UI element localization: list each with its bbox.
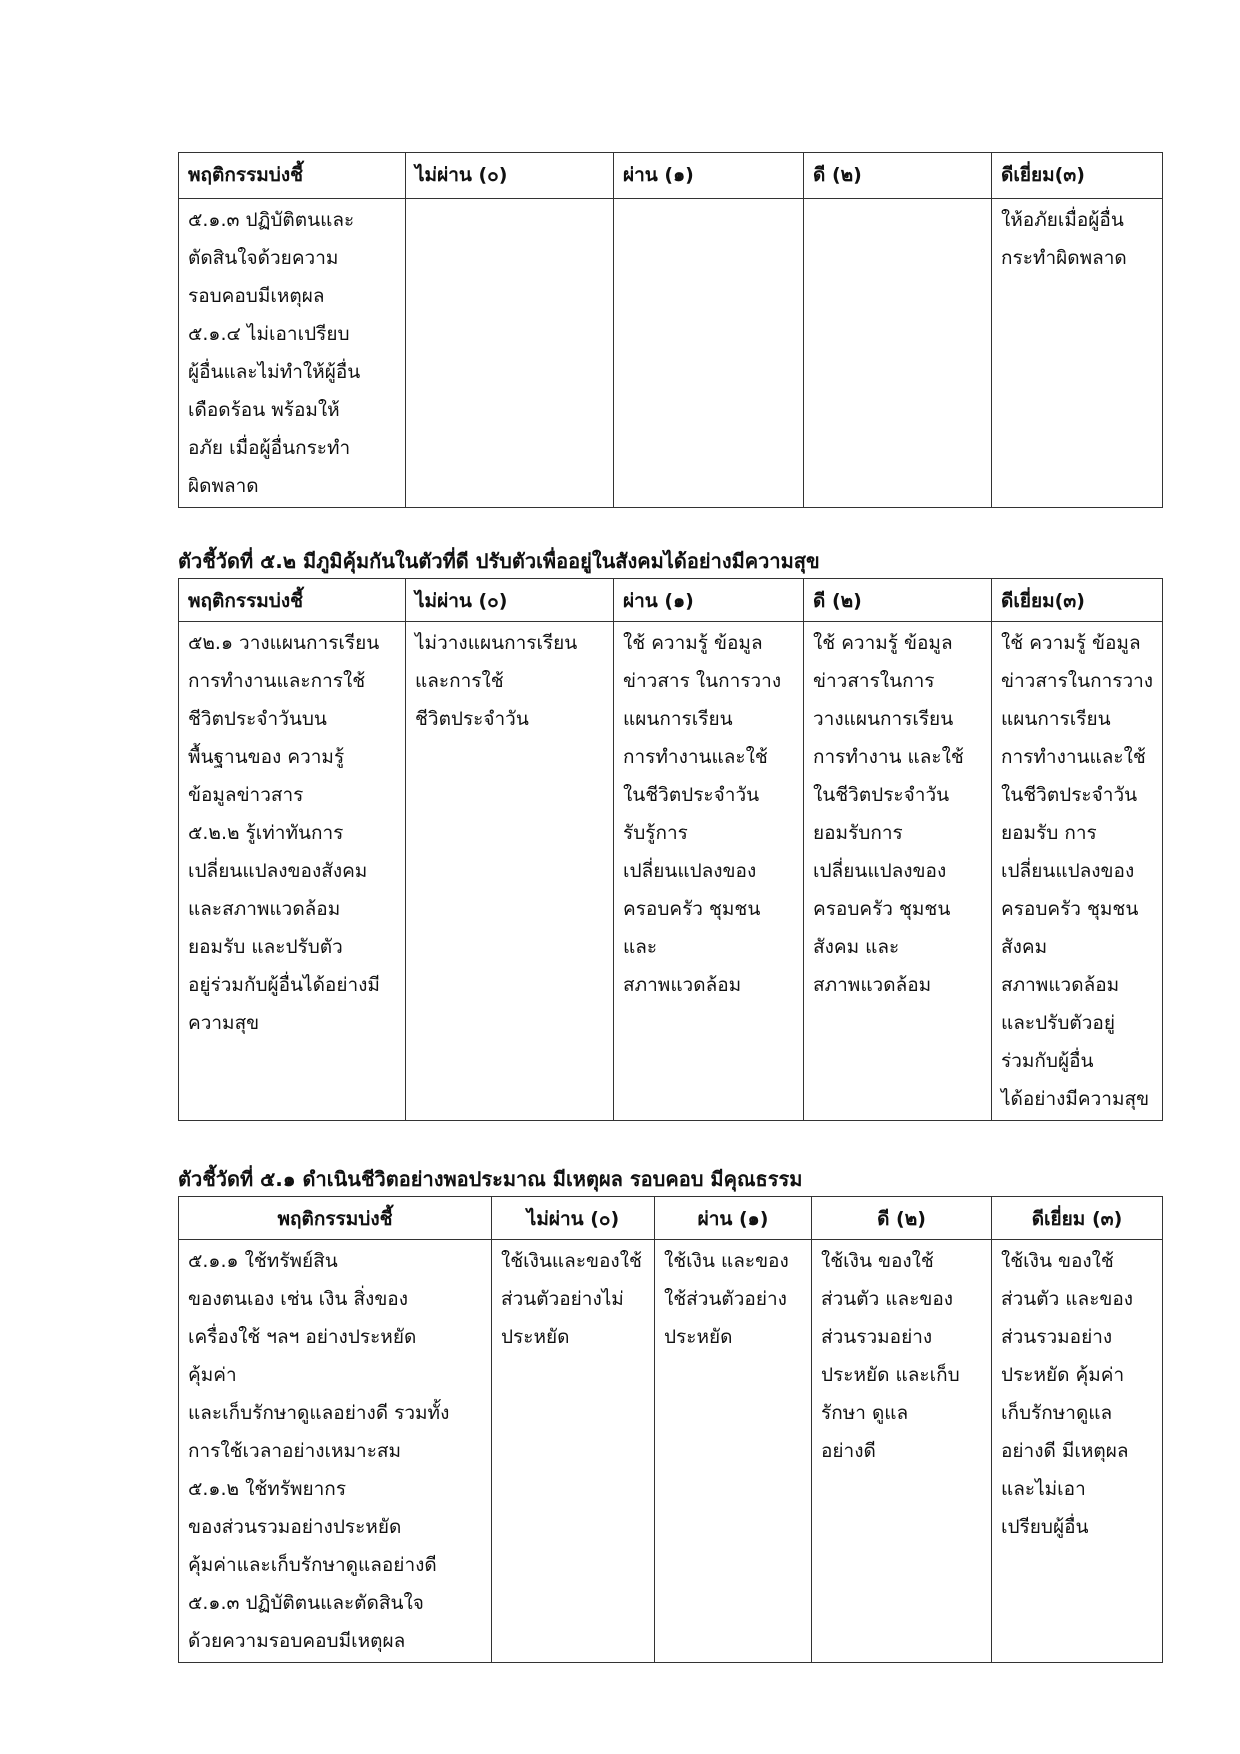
- cell-line: ข้อมูลข่าวสาร: [188, 784, 304, 806]
- cell-line: คุ้มค่า: [188, 1364, 237, 1386]
- cell-line: รอบคอบมีเหตุผล: [188, 285, 325, 307]
- cell-good: [804, 622, 992, 1121]
- cell-line: สภาพแวดล้อม: [623, 974, 742, 996]
- cell-line: ครอบครัว ชุมชน: [623, 898, 761, 920]
- cell-line: ความสุข: [188, 1012, 260, 1034]
- cell-line: การทำงาน และใช้: [813, 746, 964, 768]
- cell-line: ยอมรับ และปรับตัว: [188, 936, 343, 958]
- cell-excellent: [992, 199, 1163, 508]
- table-header-row: [179, 1197, 1163, 1240]
- indicator-5-2-heading: ตัวชี้วัดที่ ๕.๒ มีภูมิคุ้มกันในตัวที่ดี ปรับตัวเพื่ออยู่ในสังคมได้อย่างมีความสุข: [178, 549, 820, 573]
- cell-line: ชีวิตประจำวัน: [415, 708, 529, 730]
- cell-line: สังคม: [1001, 936, 1048, 958]
- cell-behavior: [179, 622, 406, 1121]
- cell-line: ชีวิตประจำวันบน: [188, 708, 327, 730]
- cell-line: ของส่วนรวมอย่างประหยัด: [188, 1516, 402, 1538]
- cell-line: เก็บรักษาดูแล: [1001, 1402, 1113, 1424]
- cell-line: คุ้มค่าและเก็บรักษาดูแลอย่างดี: [188, 1554, 437, 1576]
- cell-line: การใช้เวลาอย่างเหมาะสม: [188, 1440, 402, 1462]
- cell-good: [812, 1240, 992, 1663]
- cell-line: ตัดสินใจด้วยความ: [188, 247, 339, 269]
- cell-line: ครอบครัว ชุมชน: [813, 898, 951, 920]
- cell-line: กระทำผิดพลาด: [1001, 247, 1127, 269]
- header-fail: ไม่ผ่าน (๐): [406, 579, 614, 622]
- cell-line: อย่างดี: [821, 1440, 876, 1462]
- header-fail: ไม่ผ่าน (๐): [492, 1197, 655, 1240]
- cell-line: ๕.๒.๒ รู้เท่าทันการ: [188, 822, 344, 844]
- cell-excellent: [992, 1240, 1163, 1663]
- cell-line: ใช้ส่วนตัวอย่าง: [664, 1288, 787, 1310]
- cell-fail: [406, 622, 614, 1121]
- cell-line: การทำงานและใช้: [623, 746, 768, 768]
- cell-behavior: [179, 1240, 492, 1663]
- table-header-row: [179, 153, 1163, 199]
- cell-line: รับรู้การ: [623, 822, 688, 844]
- cell-line: ๕๒.๑ วางแผนการเรียน: [188, 632, 380, 654]
- cell-line: เปรียบผู้อื่น: [1001, 1516, 1089, 1538]
- cell-pass: [614, 199, 804, 508]
- header-pass: ผ่าน (๑): [655, 1197, 812, 1240]
- cell-line: ใช้ ความรู้ ข้อมูล: [623, 632, 763, 654]
- table-row: [179, 199, 1163, 508]
- cell-line: เปลี่ยนแปลงของ: [623, 860, 757, 882]
- cell-line: ส่วนรวมอย่าง: [821, 1326, 933, 1348]
- cell-line: ประหยัด: [664, 1326, 733, 1348]
- cell-line: แผนการเรียน: [1001, 708, 1111, 730]
- table-header-row: [179, 579, 1163, 622]
- cell-line: สภาพแวดล้อม: [813, 974, 932, 996]
- cell-line: การทำงานและการใช้: [188, 670, 366, 692]
- cell-line: รักษา ดูแล: [821, 1402, 909, 1424]
- table-indicator-5-1: [178, 1196, 1163, 1663]
- cell-line: ๕.๑.๓ ปฏิบัติตนและตัดสินใจ: [188, 1592, 424, 1614]
- cell-good: [804, 199, 992, 508]
- cell-line: ในชีวิตประจำวัน: [623, 784, 760, 806]
- cell-fail: [492, 1240, 655, 1663]
- cell-line: ไม่วางแผนการเรียน: [415, 632, 578, 654]
- table-row: [179, 1240, 1163, 1663]
- cell-line: ใช้เงิน ของใช้: [821, 1250, 934, 1272]
- cell-line: ใช้เงินและของใช้: [501, 1250, 642, 1272]
- cell-line: ข่าวสารในการ: [813, 670, 935, 692]
- cell-line: ใช้ ความรู้ ข้อมูล: [813, 632, 953, 654]
- cell-line: ให้อภัยเมื่อผู้อื่น: [1001, 209, 1124, 231]
- table-indicator-5-2: [178, 578, 1163, 1121]
- cell-pass: [614, 622, 804, 1121]
- header-good: ดี (๒): [804, 579, 992, 622]
- cell-fail: [406, 199, 614, 508]
- header-pass: ผ่าน (๑): [614, 153, 804, 199]
- cell-excellent: [992, 622, 1163, 1121]
- cell-line: ส่วนตัว และของ: [1001, 1288, 1134, 1310]
- table-row: [179, 622, 1163, 1121]
- cell-line: ของตนเอง เช่น เงิน สิ่งของ: [188, 1288, 408, 1310]
- cell-line: วางแผนการเรียน: [813, 708, 954, 730]
- header-good: ดี (๒): [804, 153, 992, 199]
- cell-line: ส่วนตัว และของ: [821, 1288, 954, 1310]
- cell-line: ส่วนรวมอย่าง: [1001, 1326, 1113, 1348]
- cell-line: ใช้ ความรู้ ข้อมูล: [1001, 632, 1141, 654]
- indicator-5-1-heading: ตัวชี้วัดที่ ๕.๑ ดำเนินชีวิตอย่างพอประมาณ มีเหตุผล รอบคอบ มีคุณธรรม: [178, 1167, 803, 1191]
- header-fail: ไม่ผ่าน (๐): [406, 153, 614, 199]
- cell-line: ผิดพลาด: [188, 475, 259, 497]
- header-behavior: พฤติกรรมบ่งชี้: [179, 153, 406, 199]
- cell-line: ๕.๑.๒ ใช้ทรัพยากร: [188, 1478, 347, 1500]
- cell-line: สังคม และ: [813, 936, 900, 958]
- cell-line: เปลี่ยนแปลงของ: [1001, 860, 1135, 882]
- cell-line: และการใช้: [415, 670, 504, 692]
- cell-line: ส่วนตัวอย่างไม่: [501, 1288, 624, 1310]
- cell-line: เครื่องใช้ ฯลฯ อย่างประหยัด: [188, 1326, 417, 1348]
- cell-line: ในชีวิตประจำวัน: [813, 784, 950, 806]
- cell-line: ประหยัด คุ้มค่า: [1001, 1364, 1125, 1386]
- cell-line: ครอบครัว ชุมชน: [1001, 898, 1139, 920]
- cell-line: ผู้อื่นและไม่ทำให้ผู้อื่น: [188, 361, 361, 383]
- cell-line: และ: [623, 936, 658, 958]
- cell-line: การทำงานและใช้: [1001, 746, 1146, 768]
- cell-line: และปรับตัวอยู่: [1001, 1012, 1115, 1034]
- cell-line: ได้อย่างมีความสุข: [1001, 1088, 1150, 1110]
- cell-line: ในชีวิตประจำวัน: [1001, 784, 1138, 806]
- cell-line: และไม่เอา: [1001, 1478, 1086, 1500]
- cell-line: แผนการเรียน: [623, 708, 733, 730]
- cell-line: อย่างดี มีเหตุผล: [1001, 1440, 1129, 1462]
- cell-line: อภัย เมื่อผู้อื่นกระทำ: [188, 437, 351, 459]
- header-excellent: ดีเยี่ยม(๓): [992, 153, 1163, 199]
- cell-line: ข่าวสารในการวาง: [1001, 670, 1154, 692]
- cell-line: ข่าวสาร ในการวาง: [623, 670, 782, 692]
- cell-line: และเก็บรักษาดูแลอย่างดี รวมทั้ง: [188, 1402, 450, 1424]
- cell-line: สภาพแวดล้อม: [1001, 974, 1120, 996]
- cell-line: ยอมรับ การ: [1001, 822, 1097, 844]
- cell-line: ร่วมกับผู้อื่น: [1001, 1050, 1094, 1072]
- cell-line: ใช้เงิน และของ: [664, 1250, 789, 1272]
- cell-behavior: [179, 199, 406, 508]
- header-excellent: ดีเยี่ยม (๓): [992, 1197, 1163, 1240]
- cell-line: เดือดร้อน พร้อมให้: [188, 399, 340, 421]
- cell-line: ด้วยความรอบคอบมีเหตุผล: [188, 1630, 406, 1652]
- cell-line: ยอมรับการ: [813, 822, 903, 844]
- header-pass: ผ่าน (๑): [614, 579, 804, 622]
- cell-line: ประหยัด และเก็บ: [821, 1364, 960, 1386]
- header-excellent: ดีเยี่ยม(๓): [992, 579, 1163, 622]
- cell-line: ๕.๑.๓ ปฏิบัติตนและ: [188, 209, 355, 231]
- cell-line: ใช้เงิน ของใช้: [1001, 1250, 1114, 1272]
- cell-line: เปลี่ยนแปลงของ: [813, 860, 947, 882]
- header-good: ดี (๒): [812, 1197, 992, 1240]
- cell-pass: [655, 1240, 812, 1663]
- cell-line: ๕.๑.๑ ใช้ทรัพย์สิน: [188, 1250, 338, 1272]
- cell-line: พื้นฐานของ ความรู้: [188, 746, 345, 768]
- header-behavior: พฤติกรรมบ่งชี้: [179, 1197, 492, 1240]
- cell-line: อยู่ร่วมกับผู้อื่นได้อย่างมี: [188, 974, 380, 996]
- header-behavior: พฤติกรรมบ่งชี้: [179, 579, 406, 622]
- cell-line: และสภาพแวดล้อม: [188, 898, 341, 920]
- cell-line: ประหยัด: [501, 1326, 570, 1348]
- cell-line: ๕.๑.๔ ไม่เอาเปรียบ: [188, 323, 350, 345]
- table-indicator-5-1-continued: [178, 152, 1163, 508]
- cell-line: เปลี่ยนแปลงของสังคม: [188, 860, 368, 882]
